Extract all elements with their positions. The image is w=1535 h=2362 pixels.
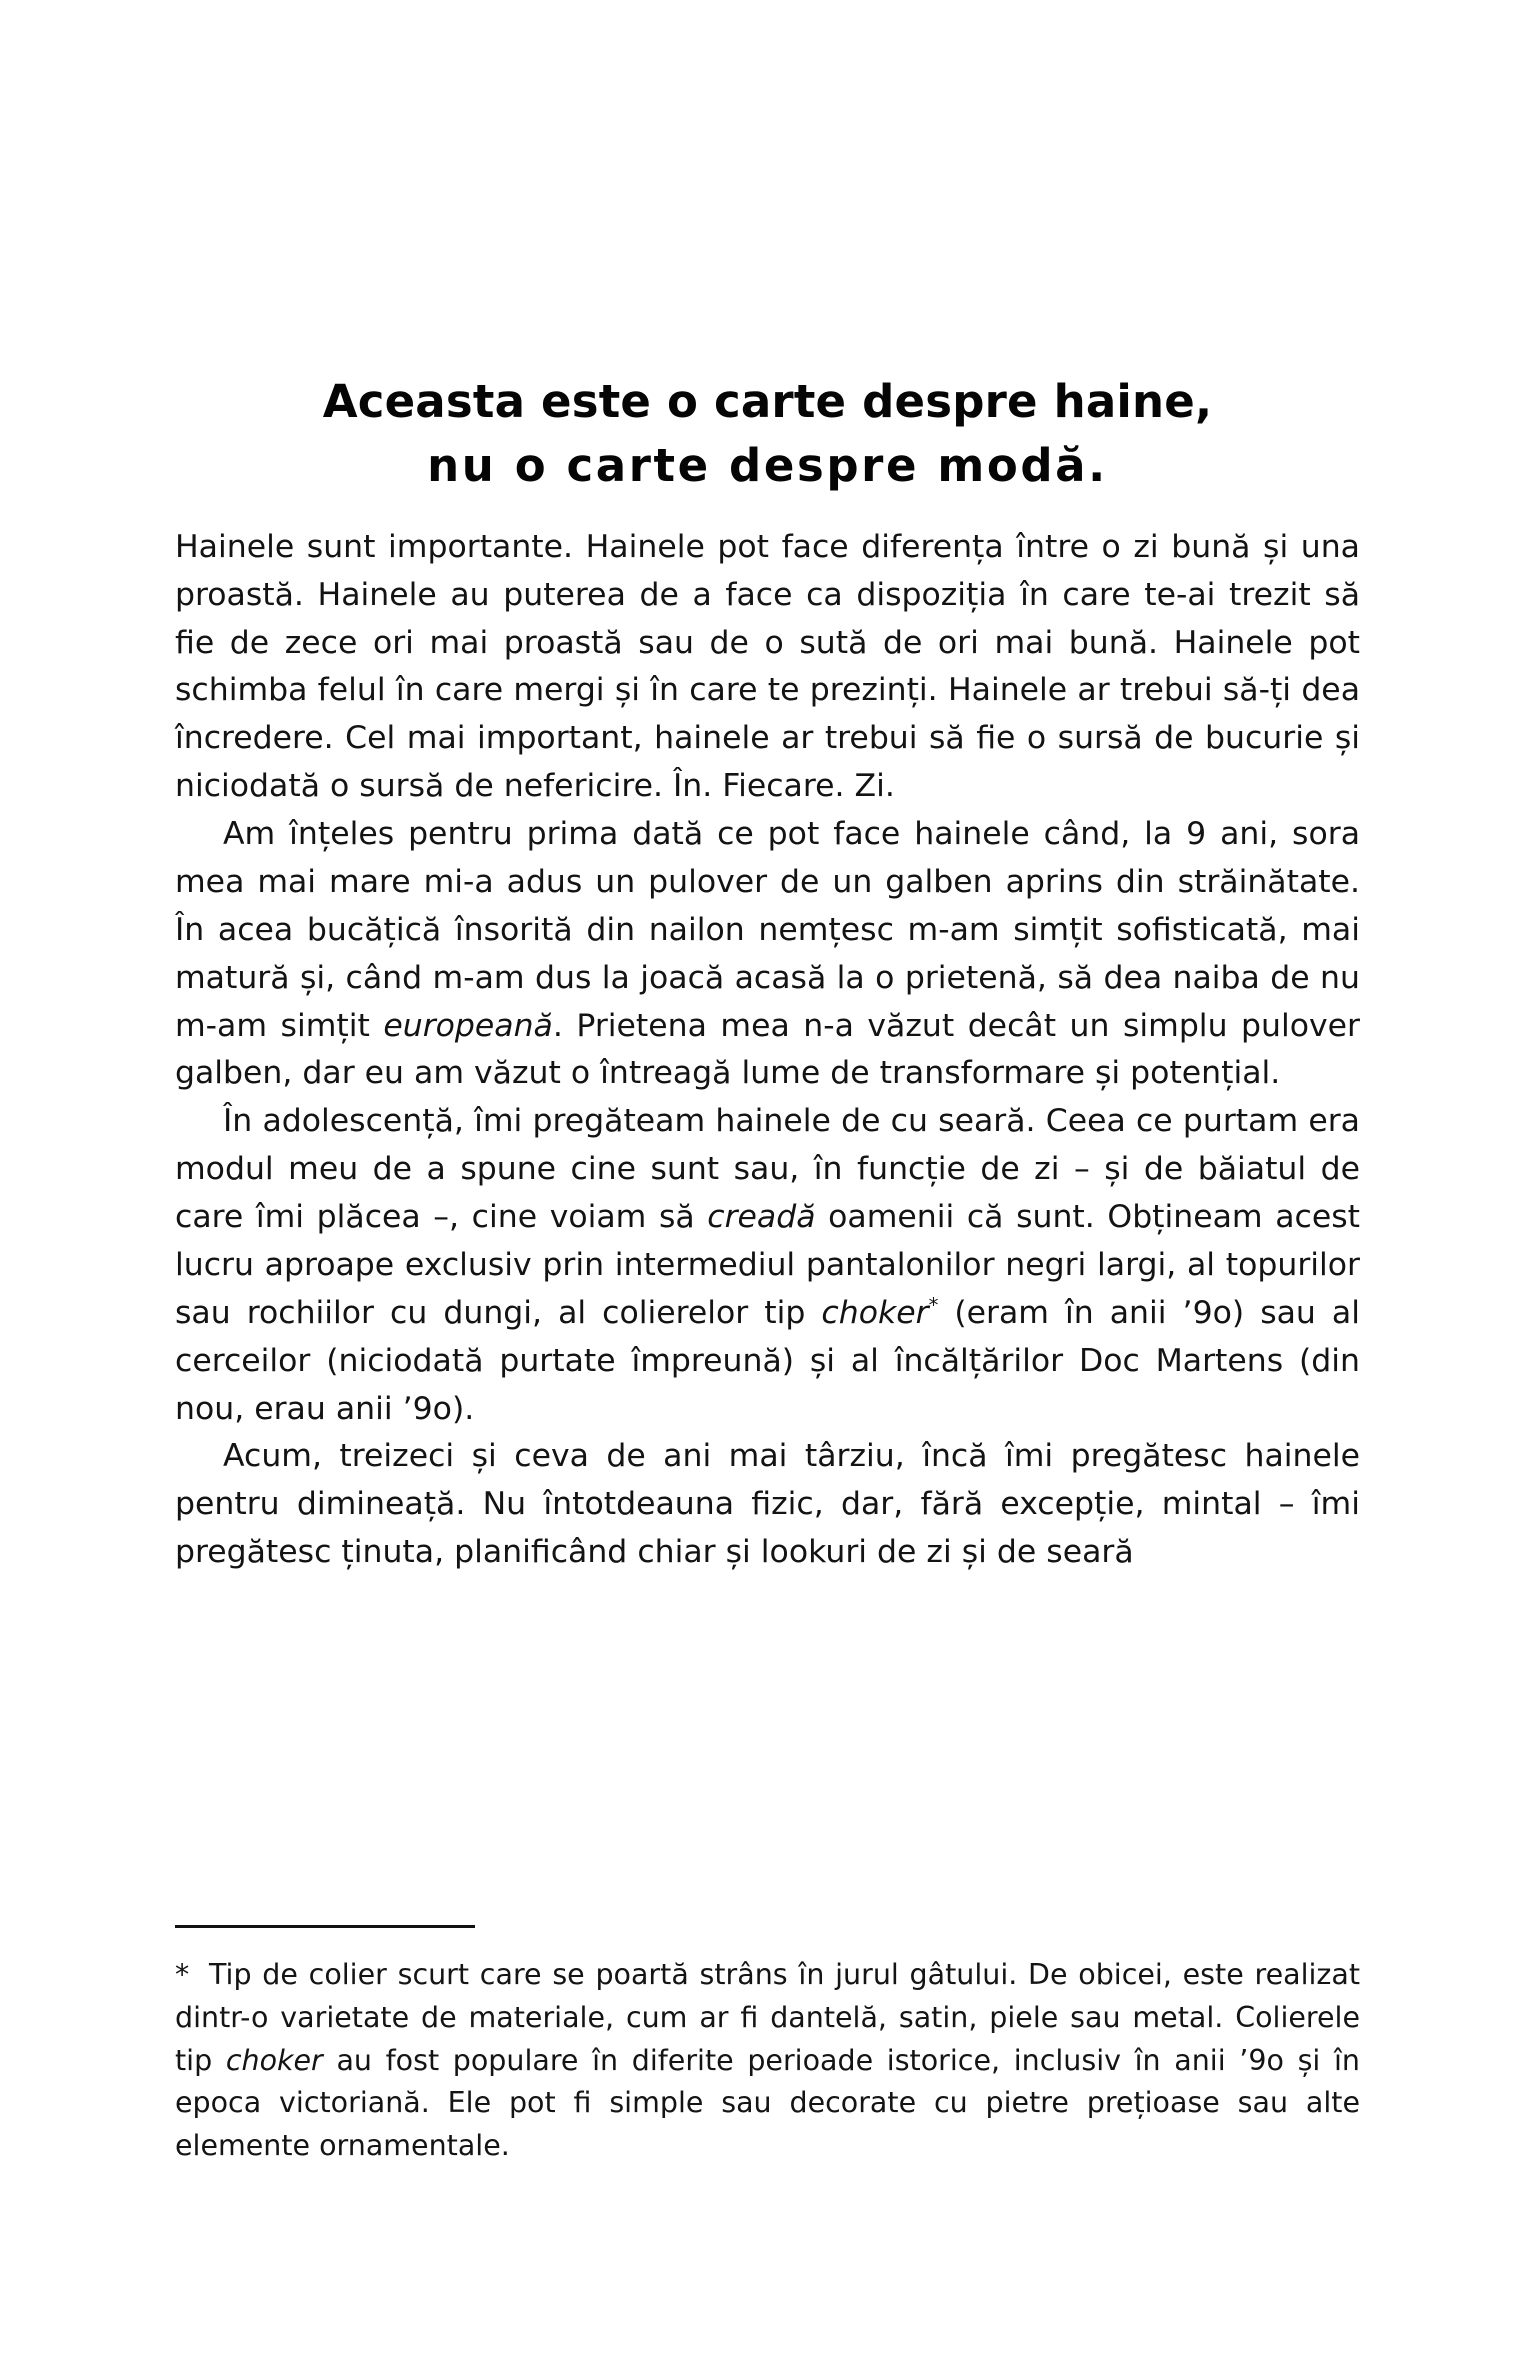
page-title	[175, 370, 1360, 498]
italic-text: europeană	[383, 1007, 553, 1044]
italic-text: choker	[225, 2043, 323, 2077]
page-content	[175, 370, 1360, 1577]
paragraph-1: Hainele sunt importante. Hainele pot face diferența între o zi bună și una proastă. Hainele au puterea de a face ca dispoziția în care te-ai trezit să fie de zece ori mai proastă sau de o sută de ori mai bună. Hainele pot schimba felul în care mergi și în care te prezinți. Hainele ar trebui să-ți dea încredere. Cel mai important, hainele ar trebui să fie o sursă de bucurie și niciodată o sursă de nefericire. În. Fiecare. Zi.	[175, 528, 1360, 805]
footnote-separator-rule	[175, 1925, 475, 1928]
page-title-line-2: nu o carte despre modă.	[427, 438, 1108, 492]
italic-text: choker	[821, 1294, 929, 1331]
paragraph-4: Acum, treizeci și ceva de ani mai târziu, încă îmi pregătesc hainele pentru dimineață. Nu întotdeauna fizic, dar, fără excepție, mintal – îmi pregătesc ținuta, planificând chiar și lookuri de zi și de seară	[175, 1438, 1360, 1571]
footnote-marker: *	[175, 1958, 190, 1991]
footnote-area	[175, 1925, 1360, 2168]
footnote-text: * Tip de colier scurt care se poartă strâns în jurul gâtului. De obicei, este realizat dintr-o varietate de materiale, cum ar fi dantelă, satin, piele sau metal. Colierele tip choker au fost populare în diferite perioade istorice, inclusiv în anii ’9o și în epoca victoriană. Ele pot fi simple sau decorate cu pietre prețioase sau alte elemente ornamentale.	[175, 1954, 1360, 2168]
paragraph-3: În adolescență, îmi pregăteam hainele de cu seară. Ceea ce purtam era modul meu de a spune cine sunt sau, în funcție de zi – și de băiatul de care îmi plăcea –, cine voiam să creadă oamenii că sunt. Obțineam acest lucru aproape exclusiv prin intermediul pantalonilor negri largi, al topurilor sau rochiilor cu dungi, al colierelor tip choker* (eram în anii ’9o) sau al cerceilor (niciodată purtate împreună) și al încălțărilor Doc Martens (din nou, erau anii ’9o).	[175, 1103, 1360, 1427]
italic-text: creadă	[707, 1199, 816, 1236]
page-title-line-1: Aceasta este o carte despre haine,	[322, 375, 1213, 428]
paragraph-2: Am înțeles pentru prima dată ce pot face hainele când, la 9 ani, sora mea mai mare mi-a adus un pulover de un galben aprins din străinătate. În acea bucățică însorită din nailon nemțesc m-am simțit sofisticată, mai matură și, când m-am dus la joacă acasă la o prietenă, să dea naiba de nu m-am simțit europeană. Prietena mea n-a văzut decât un simplu pulover galben, dar eu am văzut o întreagă lume de transformare și potențial.	[175, 816, 1360, 1092]
footnote-reference-marker[interactable]: *	[928, 1293, 939, 1317]
